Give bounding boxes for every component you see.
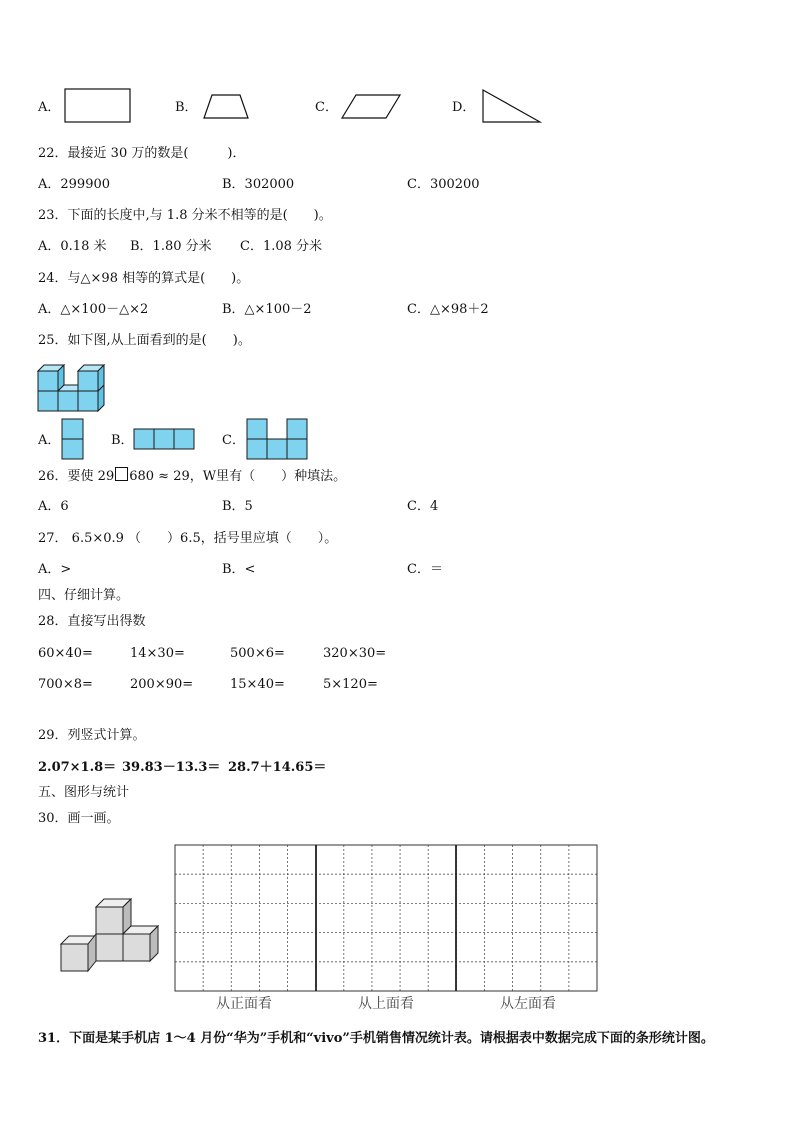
right-triangle-shape <box>481 88 543 124</box>
q21-option-c-label: C． <box>315 100 338 115</box>
q26-stem <box>38 467 346 486</box>
q28-item: 700×8= <box>38 677 93 692</box>
q28-item: 60×40= <box>38 646 93 661</box>
q28-item: 500×6= <box>230 646 285 661</box>
parallelogram-shape <box>340 94 402 120</box>
q29-item: 2.07×1.8＝ <box>38 760 117 775</box>
q28-item: 5×120= <box>323 677 378 692</box>
q22-option-c: C．300200 <box>407 177 480 192</box>
q30-stem: 30．画一画。 <box>38 811 120 826</box>
q28-item: 15×40= <box>230 677 285 692</box>
q26-option-c: C．4 <box>407 499 439 514</box>
q27-option-b: B．< <box>222 562 256 577</box>
q27-option-a: A．> <box>38 562 72 577</box>
q26-stem-pre: 26．要使 29 <box>38 469 115 484</box>
q26-option-b: B．5 <box>222 499 253 514</box>
left-view-caption: 从左面看 <box>500 996 556 1012</box>
q24-option-c: C．△×98＋2 <box>407 302 489 317</box>
q28-stem: 28．直接写出得数 <box>38 614 146 629</box>
q25-option-b: B． <box>111 433 134 448</box>
q25-option-c-figure <box>246 418 310 461</box>
q24-option-b: B．△×100－2 <box>222 302 312 317</box>
q22-option-b: B．302000 <box>222 177 295 192</box>
q22-stem: 22．最接近 30 万的数是( )． <box>38 146 246 161</box>
q24-stem: 24．与△×98 相等的算式是( )。 <box>38 271 250 286</box>
q25-option-c: C． <box>222 433 245 448</box>
q27-option-c: C．＝ <box>407 562 443 577</box>
q24-option-a: A．△×100－△×2 <box>38 302 149 317</box>
q25-option-a: A． <box>38 433 61 448</box>
q21-option-a-label: A． <box>38 100 61 115</box>
q26-option-a: A．6 <box>38 499 69 514</box>
q31-stem: 31．下面是某手机店 1～4 月份“华为”手机和“vivo”手机销售情况统计表。请根据表中数据完成下面的条形统计图。 <box>38 1031 714 1046</box>
trapezoid-shape <box>202 94 250 120</box>
q23-option-c: C．1.08 分米 <box>240 239 323 254</box>
q29-item: 39.83－13.3＝ <box>122 760 221 775</box>
blank-box <box>115 467 128 481</box>
q28-item: 14×30= <box>130 646 185 661</box>
q21-option-b-label: B． <box>175 100 198 115</box>
rectangle-shape <box>64 88 132 124</box>
q28-item: 200×90= <box>130 677 194 692</box>
q28-item: 320×30= <box>323 646 387 661</box>
front-view-caption: 从正面看 <box>216 996 272 1012</box>
q29-stem: 29．列竖式计算。 <box>38 728 146 743</box>
q27-stem: 27． 6.5×0.9 （ ）6.5，括号里应填（ ）。 <box>38 531 338 546</box>
q25-stem: 25．如下图,从上面看到的是( )。 <box>38 333 251 348</box>
drawing-grid[interactable] <box>174 844 600 994</box>
q22-option-a: A．299900 <box>38 177 111 192</box>
section-5-heading: 五、图形与统计 <box>38 785 130 800</box>
q25-option-a-figure <box>61 418 85 462</box>
section-4-heading: 四、仔细计算。 <box>38 588 130 603</box>
top-view-caption: 从上面看 <box>358 996 414 1012</box>
q23-option-a: A．0.18 米 <box>38 239 107 254</box>
q23-option-b: B．1.80 分米 <box>130 239 212 254</box>
q21-option-d-label: D． <box>452 100 476 115</box>
q25-option-b-figure <box>133 428 197 451</box>
stacked-cubes-figure <box>36 360 108 414</box>
q23-stem: 23．下面的长度中,与 1.8 分米不相等的是( )。 <box>38 208 332 223</box>
gray-cubes-figure <box>58 896 162 976</box>
q29-item: 28.7＋14.65＝ <box>228 760 327 775</box>
q26-stem-post: 680 ≈ 29，W里有（ ）种填法。 <box>129 469 347 484</box>
